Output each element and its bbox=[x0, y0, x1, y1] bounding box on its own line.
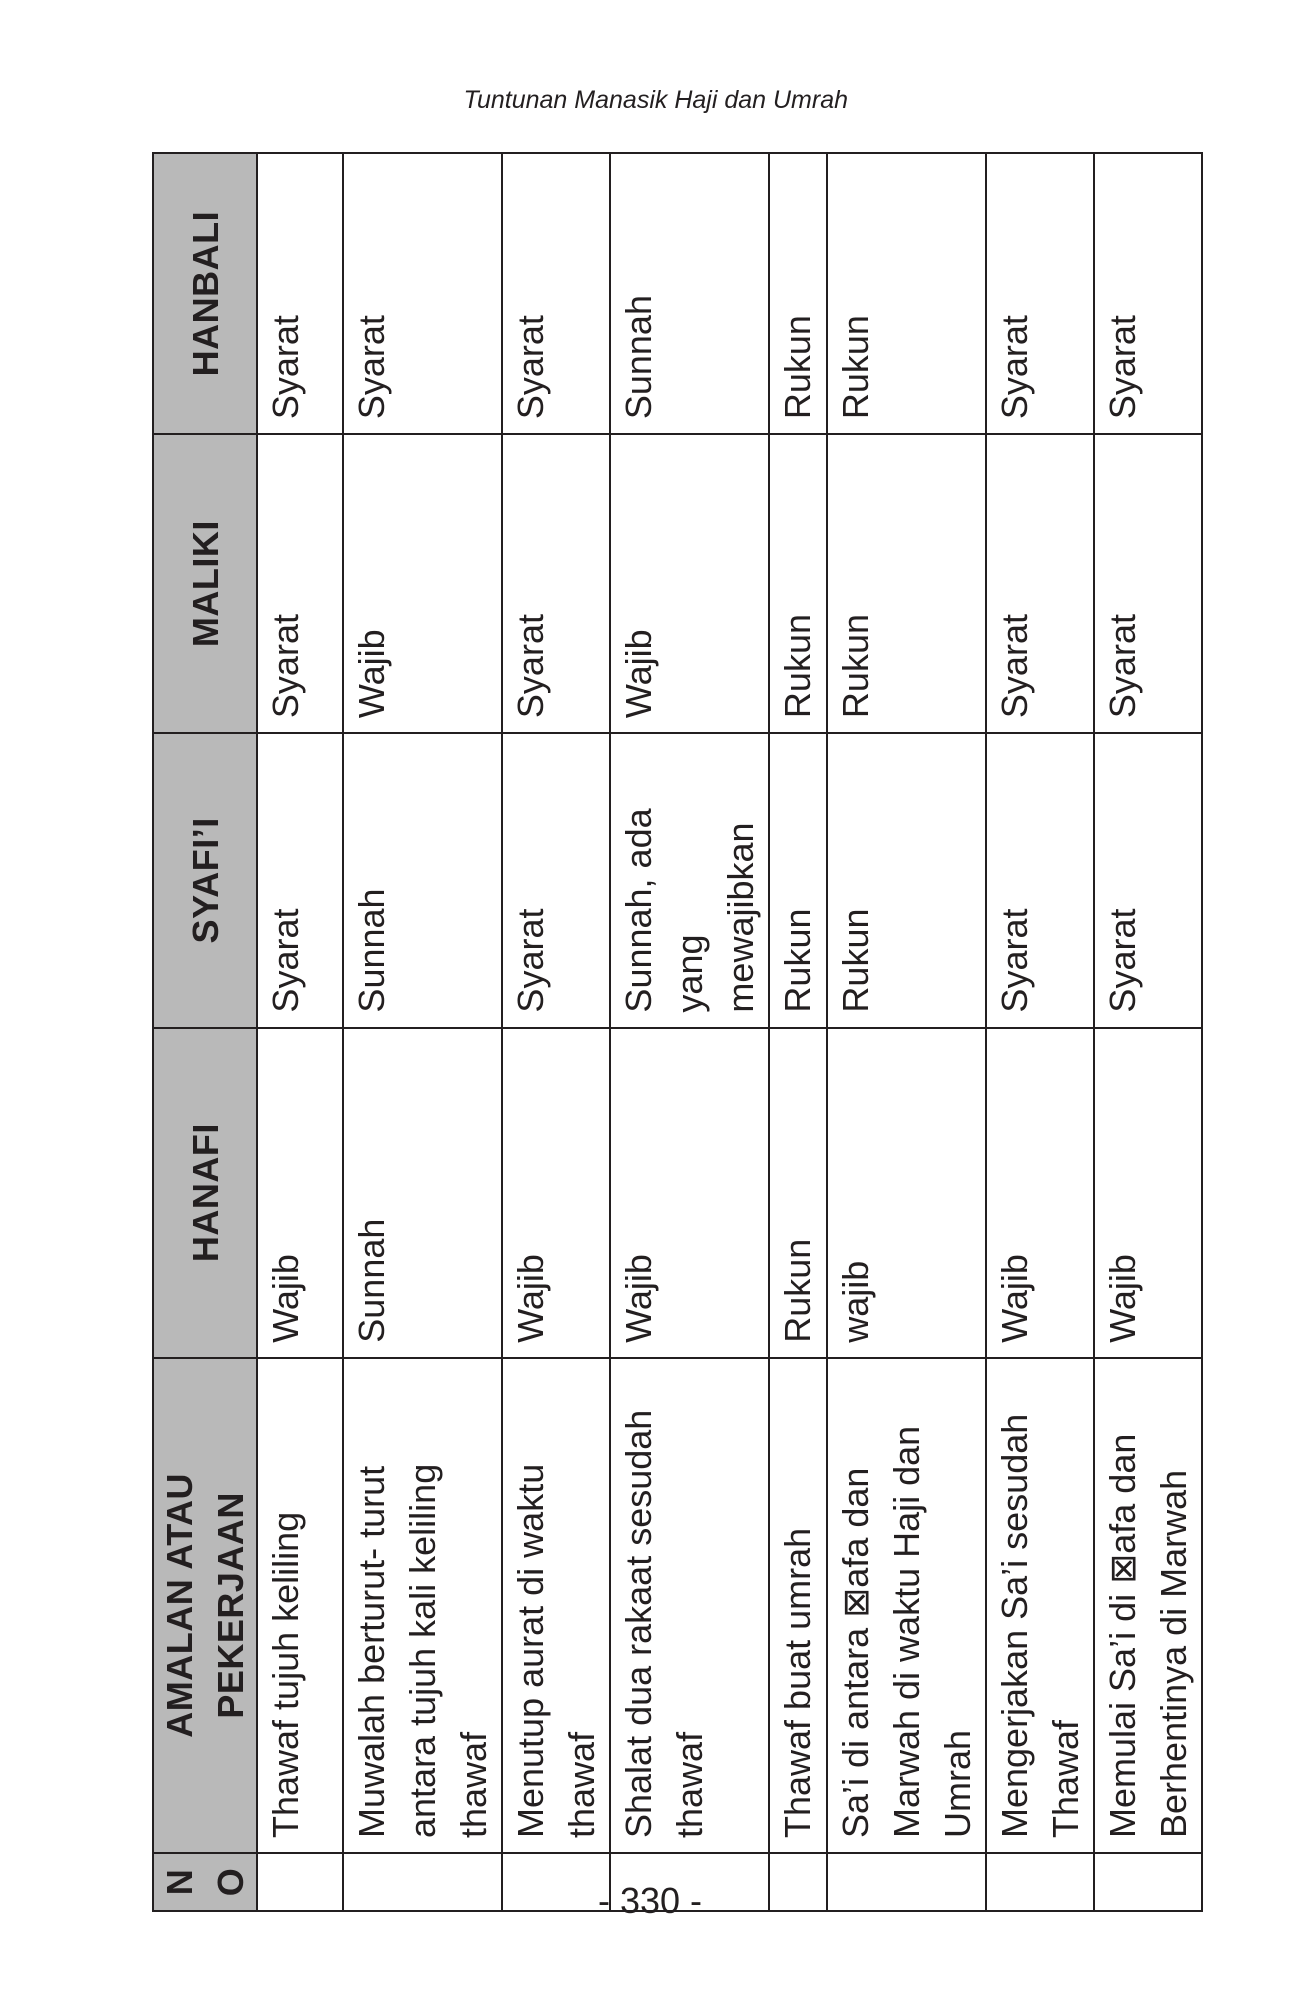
cell-syafii: Syarat bbox=[986, 733, 1094, 1027]
table-row bbox=[343, 153, 502, 1911]
cell-amalan: Sa’i di antara ⊠afa dan Marwah di waktu Haji dan Umrah bbox=[827, 1358, 986, 1853]
cell-hanafi: Sunnah bbox=[343, 1028, 502, 1358]
cell-amalan: Thawaf buat umrah bbox=[769, 1358, 827, 1853]
table-row bbox=[257, 153, 343, 1911]
cell-syafii: Syarat bbox=[1094, 733, 1202, 1027]
header-hanafi: HANAFI bbox=[153, 1028, 257, 1358]
cell-maliki: Syarat bbox=[257, 434, 343, 733]
cell-hanbali: Syarat bbox=[502, 153, 610, 434]
cell-hanbali: Rukun bbox=[827, 153, 986, 434]
cell-hanafi: Wajib bbox=[502, 1028, 610, 1358]
page-number: - 330 - bbox=[597, 1880, 703, 1921]
cell-syafii: Syarat bbox=[257, 733, 343, 1027]
cell-amalan: Muwalah berturut- turut antara tujuh kali keliling thawaf bbox=[343, 1358, 502, 1853]
cell-hanafi: Wajib bbox=[610, 1028, 769, 1358]
cell-amalan: Mengerjakan Sa’i sesudah Thawaf bbox=[986, 1358, 1094, 1853]
cell-maliki: Rukun bbox=[769, 434, 827, 733]
table-row bbox=[827, 153, 986, 1911]
cell-hanbali: Syarat bbox=[1094, 153, 1202, 434]
header-no: NO bbox=[153, 1853, 257, 1911]
cell-amalan: Thawaf tujuh keliling bbox=[257, 1358, 343, 1853]
cell-maliki: Syarat bbox=[502, 434, 610, 733]
cell-syafii: Sunnah bbox=[343, 733, 502, 1027]
cell-maliki: Syarat bbox=[1094, 434, 1202, 733]
cell-amalan: Shalat dua rakaat sesudah thawaf bbox=[610, 1358, 769, 1853]
table-header-row bbox=[153, 153, 257, 1911]
cell-hanbali: Syarat bbox=[986, 153, 1094, 434]
cell-hanbali: Sunnah bbox=[610, 153, 769, 434]
cell-maliki: Syarat bbox=[986, 434, 1094, 733]
cell-syafii: Sunnah, ada yang mewajibkan bbox=[610, 733, 769, 1027]
cell-hanafi: Wajib bbox=[1094, 1028, 1202, 1358]
cell-hanafi: Wajib bbox=[986, 1028, 1094, 1358]
header-syafii: SYAFI’I bbox=[153, 733, 257, 1027]
cell-maliki: Wajib bbox=[343, 434, 502, 733]
table-row bbox=[769, 153, 827, 1911]
cell-hanbali: Rukun bbox=[769, 153, 827, 434]
table-row bbox=[1094, 153, 1202, 1911]
cell-hanbali: Syarat bbox=[257, 153, 343, 434]
cell-syafii: Syarat bbox=[502, 733, 610, 1027]
cell-maliki: Wajib bbox=[610, 434, 769, 733]
table-row bbox=[986, 153, 1094, 1911]
table-row bbox=[610, 153, 769, 1911]
cell-amalan: Menutup aurat di waktu thawaf bbox=[502, 1358, 610, 1853]
table-row bbox=[502, 153, 610, 1911]
cell-maliki: Rukun bbox=[827, 434, 986, 733]
cell-hanafi: wajib bbox=[827, 1028, 986, 1358]
header-amalan: AMALAN ATAU PEKERJAAN bbox=[153, 1358, 257, 1853]
rotated-table-container bbox=[152, 152, 1194, 1912]
running-head: Tuntunan Manasik Haji dan Umrah bbox=[463, 86, 848, 114]
madhhab-comparison-table bbox=[152, 152, 1203, 1912]
cell-syafii: Rukun bbox=[827, 733, 986, 1027]
table-frame bbox=[152, 152, 1194, 1912]
cell-syafii: Rukun bbox=[769, 733, 827, 1027]
header-hanbali: HANBALI bbox=[153, 153, 257, 434]
cell-hanafi: Rukun bbox=[769, 1028, 827, 1358]
header-maliki: MALIKI bbox=[153, 434, 257, 733]
cell-hanafi: Wajib bbox=[257, 1028, 343, 1358]
cell-amalan: Memulai Sa’i di ⊠afa dan Berhentinya di Marwah bbox=[1094, 1358, 1202, 1853]
cell-hanbali: Syarat bbox=[343, 153, 502, 434]
